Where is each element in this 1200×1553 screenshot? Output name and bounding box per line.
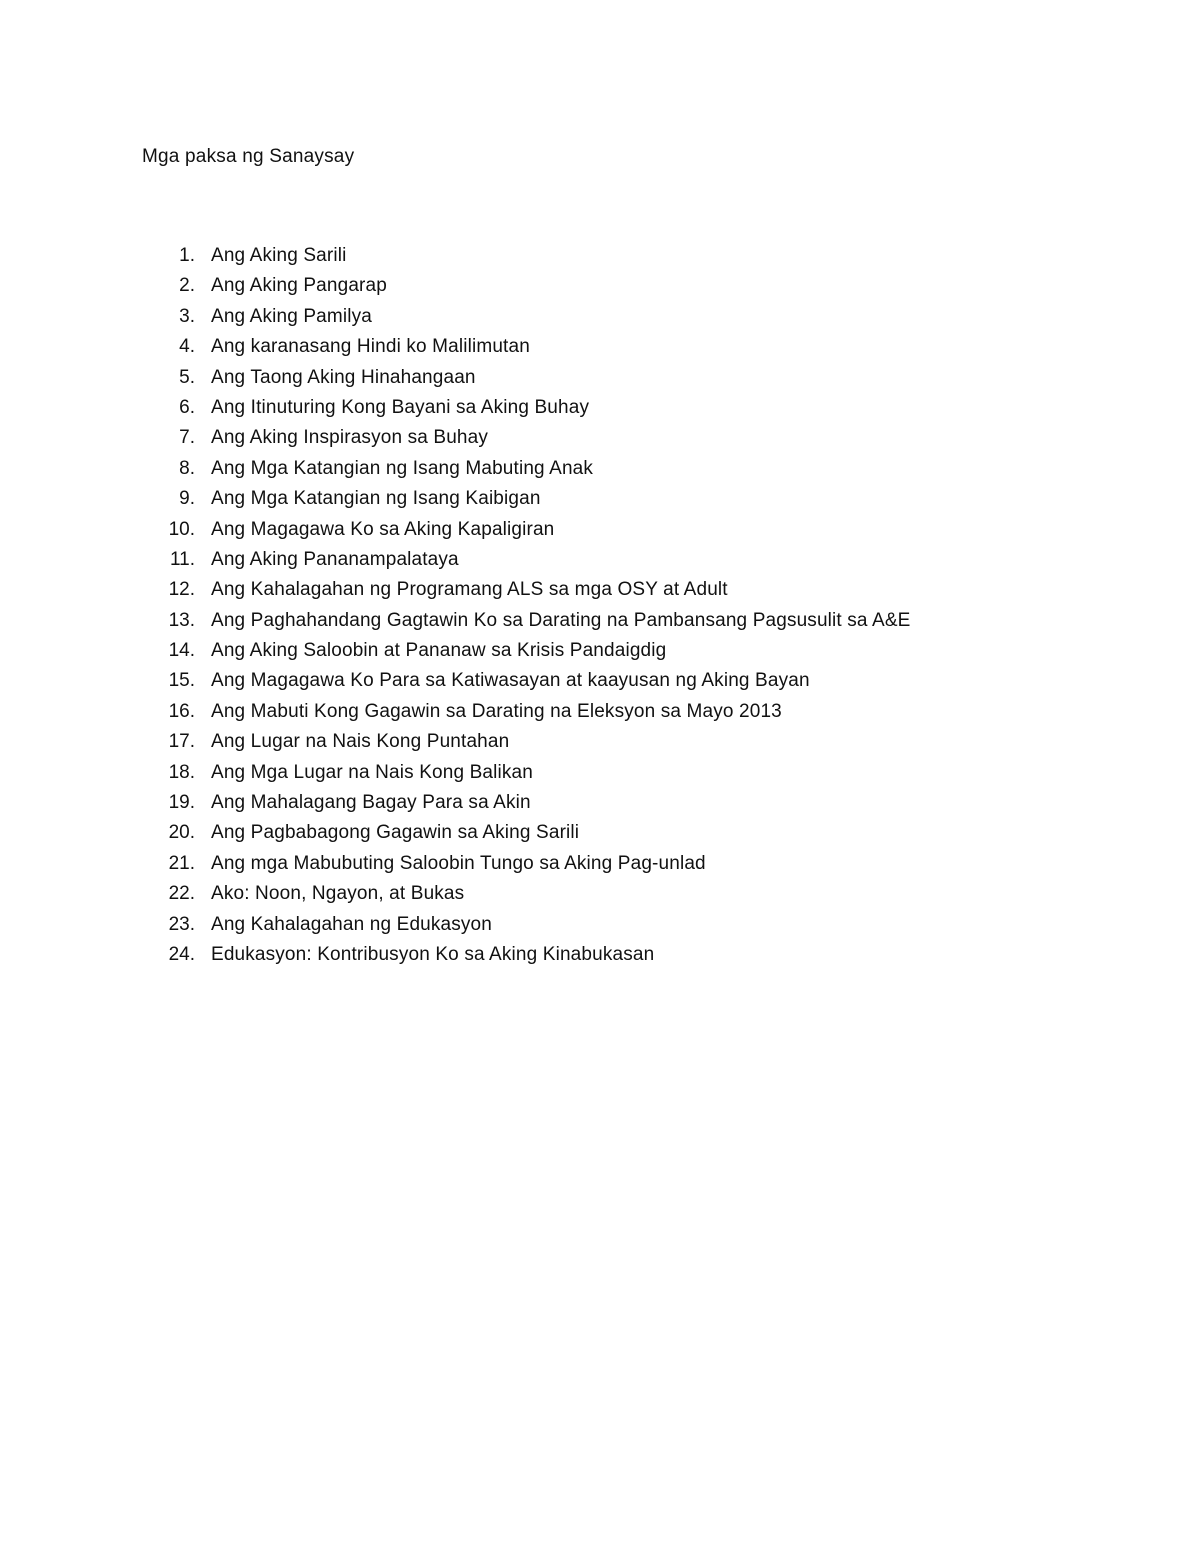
list-item-number: 2. (179, 275, 195, 297)
list-item (0, 609, 1000, 639)
list-item-text: Ang Mga Lugar na Nais Kong Balikan (211, 761, 533, 783)
list-item (0, 913, 1000, 943)
list-item-text: Ang Mahalagang Bagay Para sa Akin (211, 792, 531, 814)
list-item-number: 20. (168, 822, 195, 844)
list-item-number: 5. (179, 366, 195, 388)
list-item-number: 1. (179, 245, 195, 266)
list-item-number: 18. (168, 761, 195, 783)
list-item-number: 6. (179, 396, 195, 418)
list-item-number: 12. (168, 579, 195, 601)
list-item (0, 426, 1000, 456)
list-item-text: Edukasyon: Kontribusyon Ko sa Aking Kinabukasan (211, 943, 655, 965)
list-item-text: Ang karanasang Hindi ko Malilimutan (211, 336, 530, 358)
list-item (0, 852, 1000, 882)
list-item (0, 335, 1000, 365)
list-item (0, 518, 1000, 548)
list-item-number: 8. (179, 457, 195, 479)
list-item (0, 305, 1000, 335)
list-item (0, 943, 1000, 973)
list-item (0, 396, 1000, 426)
list-item-number: 21. (168, 852, 195, 874)
list-item-number: 14. (168, 640, 195, 662)
list-item-text: Ang Kahalagahan ng Edukasyon (211, 913, 492, 935)
list-item-text: Ang Paghahandang Gagtawin Ko sa Darating na Pambansang Pagsusulit sa A&E (211, 609, 911, 631)
list-item-number: 24. (168, 943, 195, 965)
list-item (0, 821, 1000, 851)
list-item-text: Ang Aking Sarili (211, 245, 347, 266)
list-item-text: Ang Aking Pamilya (211, 305, 372, 327)
list-item-text: Ang Aking Inspirasyon sa Buhay (211, 427, 489, 449)
list-item (0, 487, 1000, 517)
document-title: Mga paksa ng Sanaysay (142, 146, 355, 167)
list-item (0, 244, 1000, 274)
list-item (0, 882, 1000, 912)
list-item-text: Ang Magagawa Ko sa Aking Kapaligiran (211, 518, 555, 540)
list-item-number: 19. (168, 792, 195, 814)
list-item (0, 274, 1000, 304)
list-item-number: 3. (179, 305, 195, 327)
list-item-text: Ang Mga Katangian ng Isang Kaibigan (211, 488, 541, 510)
list-item-text: Ako: Noon, Ngayon, at Bukas (211, 883, 465, 905)
list-item-text: Ang Taong Aking Hinahangaan (211, 366, 476, 388)
list-item-text: Ang Aking Pangarap (211, 275, 387, 297)
list-item-number: 11. (169, 548, 195, 570)
list-item-text: Ang Mabuti Kong Gagawin sa Darating na Eleksyon sa Mayo 2013 (211, 700, 782, 722)
list-item-number: 7. (179, 427, 195, 449)
list-item-number: 10. (168, 518, 195, 540)
list-item (0, 548, 1000, 578)
list-item-number: 22. (168, 883, 195, 905)
list-item-text: Ang Pagbabagong Gagawin sa Aking Sarili (211, 822, 580, 844)
list-item-text: Ang Mga Katangian ng Isang Mabuting Anak (211, 457, 594, 479)
list-item (0, 639, 1000, 669)
list-item-text: Ang Aking Pananampalataya (211, 548, 459, 570)
list-item-number: 9. (179, 488, 195, 510)
list-item (0, 730, 1000, 760)
list-item-number: 17. (168, 731, 195, 753)
list-item-number: 13. (168, 609, 195, 631)
list-item-number: 4. (179, 336, 195, 358)
list-item-text: Ang Magagawa Ko Para sa Katiwasayan at kaayusan ng Aking Bayan (211, 670, 810, 692)
list-item (0, 700, 1000, 730)
list-item-text: Ang mga Mabubuting Saloobin Tungo sa Aking Pag-unlad (211, 852, 706, 874)
list-item (0, 457, 1000, 487)
list-item (0, 578, 1000, 608)
topic-list (0, 244, 1000, 973)
list-item-text: Ang Lugar na Nais Kong Puntahan (211, 731, 510, 753)
list-item-text: Ang Kahalagahan ng Programang ALS sa mga OSY at Adult (211, 579, 728, 601)
list-item (0, 791, 1000, 821)
list-item-number: 23. (168, 913, 195, 935)
list-item-number: 16. (168, 700, 195, 722)
list-item (0, 761, 1000, 791)
list-item-text: Ang Itinuturing Kong Bayani sa Aking Buhay (211, 396, 590, 418)
list-item (0, 669, 1000, 699)
list-item-number: 15. (168, 670, 195, 692)
list-item (0, 366, 1000, 396)
list-item-text: Ang Aking Saloobin at Pananaw sa Krisis Pandaigdig (211, 640, 667, 662)
